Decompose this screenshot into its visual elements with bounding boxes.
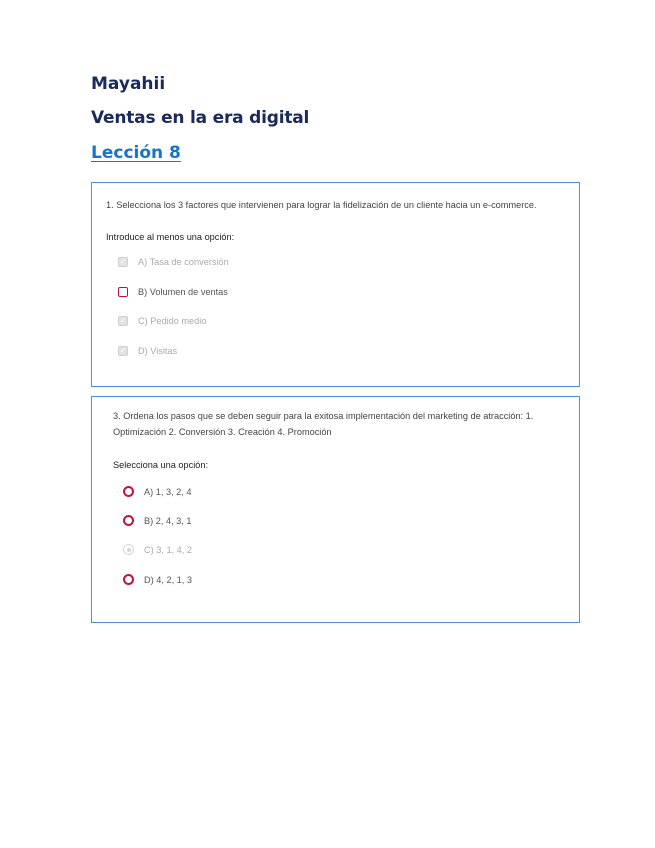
option-radio-d[interactable] xyxy=(123,574,192,585)
checkbox-unchecked-icon[interactable] xyxy=(118,287,128,297)
option-label: B) Volumen de ventas xyxy=(138,287,228,297)
question-text: 1. Selecciona los 3 factores que intervienen para lograr la fidelización de un cliente hacia un e-commerce. xyxy=(106,200,537,210)
option-label: D) Visitas xyxy=(138,346,178,356)
radio-unselected-icon[interactable] xyxy=(123,515,134,526)
checkbox-checked-icon[interactable]: ✓ xyxy=(119,346,127,355)
option-label: A) 1, 3, 2, 4 xyxy=(144,486,192,497)
option-radio-b[interactable] xyxy=(123,515,192,526)
question-instruction: Selecciona una opción: xyxy=(113,460,209,470)
question-card-3 xyxy=(91,396,580,623)
radio-unselected-icon[interactable] xyxy=(123,486,134,497)
question-instruction: Introduce al menos una opción: xyxy=(106,232,235,242)
option-radio-a[interactable] xyxy=(123,486,192,497)
question-text: 3. Ordena los pasos que se deben seguir para la exitosa implementación del marketing de atracción: 1. Optimización 2. Conversión 3. Creación 4. Promoción xyxy=(113,411,534,437)
option-label: A) Tasa de conversión xyxy=(138,257,229,267)
option-checkbox-a[interactable] xyxy=(118,257,229,267)
checkbox-checked-icon[interactable]: ✓ xyxy=(119,316,127,325)
user-name: Mayahii xyxy=(91,74,166,94)
option-label: B) 2, 4, 3, 1 xyxy=(144,515,192,526)
option-label: D) 4, 2, 1, 3 xyxy=(144,574,193,585)
radio-unselected-icon[interactable] xyxy=(123,574,134,585)
option-label: C) 3, 1, 4, 2 xyxy=(144,544,193,555)
option-checkbox-b[interactable] xyxy=(118,287,228,297)
question-card-1 xyxy=(91,182,580,387)
option-checkbox-c[interactable] xyxy=(118,316,206,326)
radio-selected-icon[interactable] xyxy=(123,544,134,555)
checkbox-checked-icon[interactable]: ✓ xyxy=(119,257,127,266)
option-radio-c[interactable] xyxy=(123,544,192,555)
option-checkbox-d[interactable] xyxy=(118,346,177,356)
lesson-link[interactable]: Lección 8 xyxy=(91,143,181,163)
course-title: Ventas en la era digital xyxy=(91,108,310,128)
option-label: C) Pedido medio xyxy=(138,316,207,326)
